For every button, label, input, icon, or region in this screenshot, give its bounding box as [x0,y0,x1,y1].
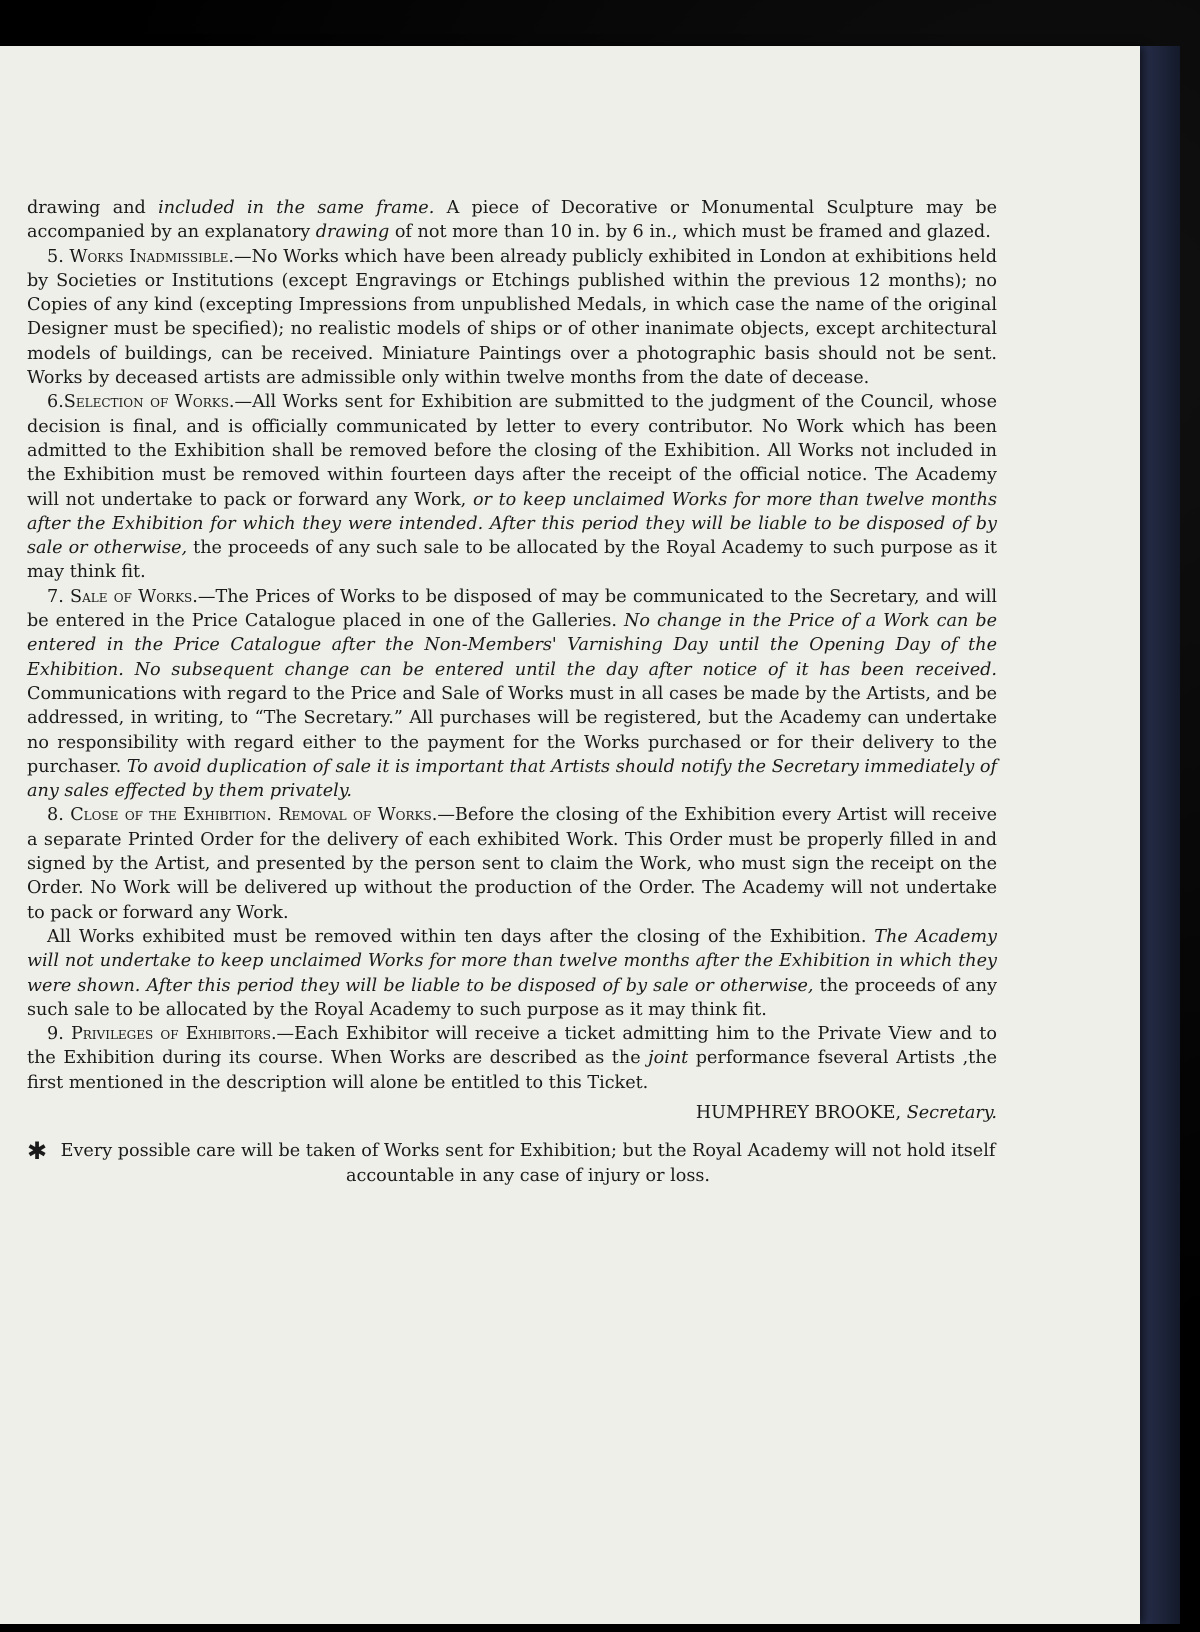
section-number: 7. [47,586,71,607]
care-notice [27,1139,997,1188]
paragraph-works-inadmissible [27,245,997,391]
section-number: 8. [47,805,71,826]
italic-run: The Academy will not undertake to keep unclaimed Works for more than twelve months after the Exhibition in which they were shown. After this period they will be liable to be disposed of by sale or otherwise, [27,926,997,996]
text-run: —The Prices of Works to be disposed of may be communicated to the Secretary, and will be entered in the Price Catalogue placed in one of the Galleries. [27,586,998,632]
text-run: —Before the closing of the Exhibition every Artist will receive a separate Printed Order for the delivery of each exhibited Work. This Order must be properly filled in and signed by the Artist, and presented by the person sent to claim the Work, who must sign the receipt on the Order. No Work will be delivered up without the production of the Order. The Academy will not undertake to pack or forward any Work. [27,805,998,923]
text-run: of not more than 10 in. by 6 in., which must be framed and glazed. [389,222,991,243]
text-run: the proceeds of any such sale to be allocated by the Royal Academy to such purpose as it may think fit. [27,975,998,1020]
italic-run: included in the same frame. [158,198,435,218]
text-run: the proceeds of any such sale to be allocated by the Royal Academy to such purpose as it may think fit. [27,538,998,583]
italic-run: No change in the Price of a Work can be entered in the Price Catalogue after the Non-Members' Varnishing Day until the Opening Day of the Exhibition. No subsequent change can be entered until the day after notice of it has been received. [27,611,997,680]
section-heading: Close of the Exhibition. Removal of Works. [70,805,438,826]
section-heading: Works Inadmissible. [69,246,235,267]
paragraph-selection-of-works [27,390,997,584]
section-number: 5. [47,246,70,267]
section-number: 9. [47,1024,71,1045]
text-run: —No Works which have been already publicly exhibited in London at exhibitions held by Societies or Institutions (except Engravings or Etchings published within the previous 12 months); no Copies of any kind (excepting Impressions from unpublished Medals, in which case the name of the original Designer must be specified); no realistic models of ships or of other inanimate objects, except architectural models of buildings, can be received. Miniature Paintings over a photographic basis should not be sent. Works by deceased artists are admissible only within twelve months from the date of decease. [27,246,997,389]
italic-run: or to keep unclaimed Works for more than twelve months after the Exhibition for which they were intended. After this period they will be liable to be disposed of by sale or otherwise, [27,489,997,559]
section-heading: Selection of Works. [63,392,235,413]
document-page [0,46,1140,1624]
asterisk-icon: ✱ [27,1137,48,1166]
text-run: performance fseveral Artists ,the first mentioned in the description will alone be entitled to this Ticket. [27,1048,997,1093]
section-heading: Privileges of Exhibitors. [70,1024,277,1045]
text-run: —Each Exhibitor will receive a ticket admitting him to the Private View and to the Exhibition during its course. When Works are described as the [27,1024,997,1069]
document-body [27,196,997,1188]
paragraph-privileges-of-exhibitors [27,1022,997,1095]
text-run: Communications with regard to the Price and Sale of Works must in all cases be made by the Artists, and be addressed, in writing, to “The Secretary.” All purchases will be registered, but the Academy can undertake no responsibility with regard either to the payment for the Works purchased or for their delivery to the purchaser. [27,683,997,777]
paragraph-sale-of-works [27,585,997,804]
text-run: —All Works sent for Exhibition are submitted to the judgment of the Council, whose decision is final, and is officially communicated by letter to every contributor. No Work which has been admitted to the Exhibition shall be removed before the closing of the Exhibition. All Works not included in the Exhibition must be removed within fourteen days after the receipt of the official notice. The Academy will not undertake to pack or forward any Work, [27,392,998,510]
italic-run: To avoid duplication of sale it is important that Artists should notify the Secretary immediately of any sales effected by them privately. [27,756,998,802]
text-run: A piece of Decorative or Monumental Sculpture may be accompanied by an explanatory [27,198,997,243]
section-number: 6. [47,392,64,413]
section-heading: Sale of Works. [70,586,198,607]
signatory-name: HUMPHREY BROOKE, [695,1102,907,1123]
text-run: All Works exhibited must be removed within ten days after the closing of the Exhibition. [47,926,875,947]
paragraph-removal-of-works [27,925,997,1022]
text-run: drawing and [27,198,159,218]
paragraph-continuation [27,196,997,245]
signatory-title: Secretary. [906,1102,997,1123]
italic-run: drawing [315,222,390,243]
care-notice-text: Every possible care will be taken of Works sent for Exhibition; but the Royal Academy will not hold itself accountable in any case of injury or loss. [60,1141,996,1186]
paragraph-close-of-exhibition [27,803,997,924]
italic-run: joint [648,1048,689,1069]
signature-line [27,1101,997,1125]
